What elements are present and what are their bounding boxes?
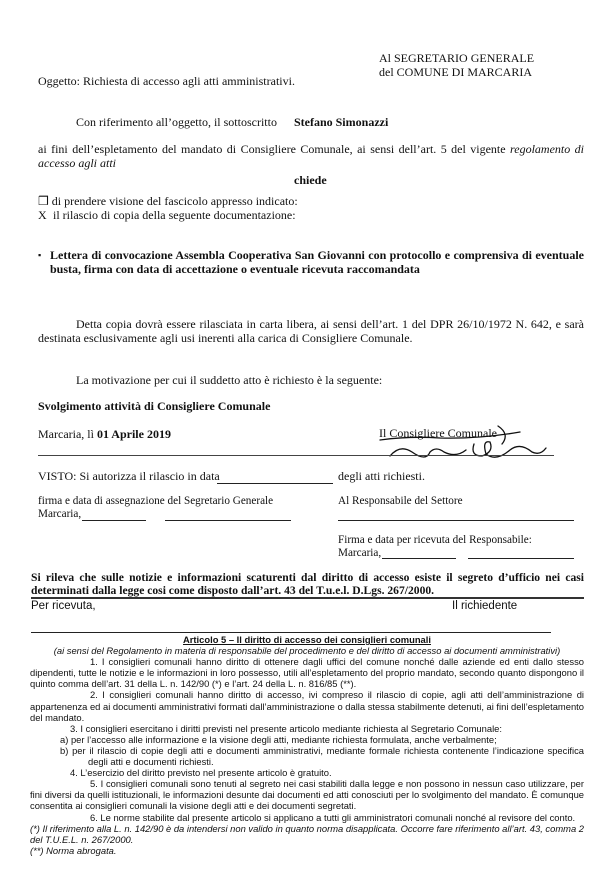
options-list bbox=[38, 194, 298, 222]
visto-suffix: degli atti richiesti. bbox=[338, 469, 425, 483]
ricevuta-signature-blank bbox=[468, 558, 574, 559]
visto-date-blank bbox=[217, 483, 333, 484]
separator-middle bbox=[31, 597, 584, 599]
article-paragraph-3b: b) per il rilascio di copie degli atti e documenti amministrativi, mediante formale richiesta contenente l’indicazione specifica degli atti e documenti richiesti. bbox=[60, 744, 584, 768]
requested-document-text: Lettera di convocazione Assembla Cooperativa San Giovanni con protocollo e comprensiva di eventuale busta, firma con data di accettazione o eventuale ricevuta raccomandata bbox=[50, 248, 584, 276]
responsabile-label: Al Responsabile del Settore bbox=[338, 495, 463, 507]
article-5 bbox=[30, 634, 584, 856]
copy-note: Detta copia dovrà essere rilasciata in carta libera, ai sensi dell’art. 1 del DPR 26/10/1972 N. 642, e sarà destinata esclusivamente agli usi inerenti alla carica di Consigliere Comunale. bbox=[38, 317, 584, 345]
recipient-line-2: del COMUNE DI MARCARIA bbox=[379, 65, 532, 79]
segretario-line-1: firma e data di assegnazione del Segretario Generale bbox=[38, 495, 274, 507]
handwritten-signature bbox=[370, 422, 550, 472]
per-ricevuta: Per ricevuta, bbox=[31, 600, 96, 612]
responsabile-blank bbox=[338, 520, 574, 521]
article-paragraph-3a: a) per l’accesso alle informazione e la visione degli atti, mediante richiesta formulata, anche verbalmente; bbox=[60, 733, 497, 745]
motivation-value: Svolgimento attività di Consigliere Comunale bbox=[38, 399, 271, 413]
article-paragraph-2: 2. I consiglieri comunali hanno diritto di accesso, ivi compreso il rilascio di copie, agli atti dell’amministrazione di appartenenza ed ai documenti amministrativi formati dall’amministrazione o dalla stessa stabilmente detenuti, ai fini dell’espletamento del mandato. bbox=[30, 689, 584, 723]
signature-label: Il Consigliere Comunale bbox=[379, 426, 497, 440]
recipient-line-1: Al SEGRETARIO GENERALE bbox=[379, 51, 535, 65]
article-footnote-2: (**) Norma abrogata. bbox=[30, 844, 117, 856]
bullet-icon: ▪ bbox=[38, 250, 42, 260]
richiedente-label: Il richiedente bbox=[452, 600, 518, 612]
article-footnote-1: (*) Il riferimento alla L. n. 142/90 è da intendersi non valido in quanto norma disapplicata. Occorre fare riferimento all’art. 43, comma 2 del T.U.E.L. n. 267/2000. bbox=[30, 822, 584, 845]
article-subtitle: (ai sensi del Regolamento in materia di responsabile del procedimento e del diritto di accesso ai documenti amministrativi) bbox=[53, 645, 561, 657]
ricevuta-line-1: Firma e data per ricevuta del Responsabile: bbox=[338, 534, 532, 546]
article-paragraph-3: 3. I consiglieri esercitano i diritti previsti nel presente articolo mediante richiesta al Segretario Comunale: bbox=[70, 722, 502, 734]
option-copia-label: il rilascio di copia della seguente documentazione: bbox=[53, 208, 296, 222]
checkbox-empty-icon: ❒ bbox=[38, 194, 49, 208]
article-paragraph-5: 5. I consiglieri comunali sono tenuti al segreto nei casi stabiliti dalla legge e non possono in nessun caso utilizzare, per fini diversi da quelli istituzionali, le informazioni desunte dai documenti ed atti conosciuti per lo svolgimento del mandato. È comunque consentita ai consiglieri comunali la visione degli atti e dei documenti segretati. bbox=[30, 778, 584, 812]
ricevuta-date-blank bbox=[382, 558, 456, 559]
date-prefix: Marcaria, lì bbox=[38, 427, 94, 441]
recipient-block bbox=[379, 51, 579, 79]
intro-prefix: Con riferimento all’oggetto, il sottoscritto bbox=[76, 115, 277, 129]
segretario-block bbox=[38, 495, 273, 521]
ricevuta-line-2: Marcaria, bbox=[338, 547, 382, 559]
segretario-date-blank bbox=[82, 520, 146, 521]
article-paragraph-1: 1. I consiglieri comunali hanno diritto di ottenere dagli uffici del comune nonché dalle aziende ed enti dallo stesso dipendenti, tutte le notizie e le informazioni in loro possesso, utili all’espletamento del proprio mandato, secondo quanto dispongono il quinto comma dell’art. 31 della L. n. 142/90 (*) e l’art. 24 della L. n. 816/85 (**). bbox=[30, 656, 584, 690]
checkbox-checked-icon: X bbox=[38, 208, 47, 222]
motivation-label: La motivazione per cui il suddetto atto è richiesto è la seguente: bbox=[76, 373, 383, 387]
article-paragraph-6: 6. Le norme stabilite dal presente articolo si applicano a tutti gli amministratori comunali nonché al revisore del conto. bbox=[90, 811, 576, 823]
regulation-ref: regolamento di accesso agli atti bbox=[38, 142, 585, 170]
article-title: Articolo 5 – Il diritto di accesso dei consiglieri comunali bbox=[183, 634, 431, 645]
ricevuta-block bbox=[338, 534, 532, 560]
receipt-line bbox=[31, 632, 551, 633]
secret-note: Si rileva che sulle notizie e informazioni scaturenti dal diritto di accesso esiste il segreto d’ufficio nei casi determinati dalla legge cosi come disposto dall’art. 43 del T.u.e.l. D.Lgs. 267/2000. bbox=[31, 571, 584, 598]
date-line bbox=[38, 427, 171, 442]
intro-line2: ai fini dell’espletamento del mandato di Consigliere Comunale, ai sensi dell’art. 5 del vigente bbox=[38, 142, 506, 156]
separator-top bbox=[38, 455, 554, 456]
subject: Oggetto: Richiesta di accesso agli atti amministrativi. bbox=[38, 74, 295, 88]
date-value: 01 Aprile 2019 bbox=[96, 427, 171, 441]
intro-paragraph bbox=[38, 142, 584, 170]
requester-name: Stefano Simonazzi bbox=[293, 115, 389, 129]
intro-line bbox=[76, 115, 388, 130]
option-visione bbox=[38, 194, 298, 208]
segretario-line-2: Marcaria, bbox=[38, 508, 82, 520]
chiede-heading: chiede bbox=[294, 173, 327, 187]
requested-document bbox=[38, 248, 584, 276]
article-paragraph-4: 4. L’esercizio del diritto previsto nel presente articolo è gratuito. bbox=[70, 767, 332, 779]
option-copia bbox=[38, 208, 298, 222]
option-visione-label: di prendere visione del fascicolo appresso indicato: bbox=[51, 194, 298, 208]
visto-label: VISTO: Si autorizza il rilascio in data bbox=[38, 469, 220, 483]
segretario-signature-blank bbox=[165, 520, 291, 521]
